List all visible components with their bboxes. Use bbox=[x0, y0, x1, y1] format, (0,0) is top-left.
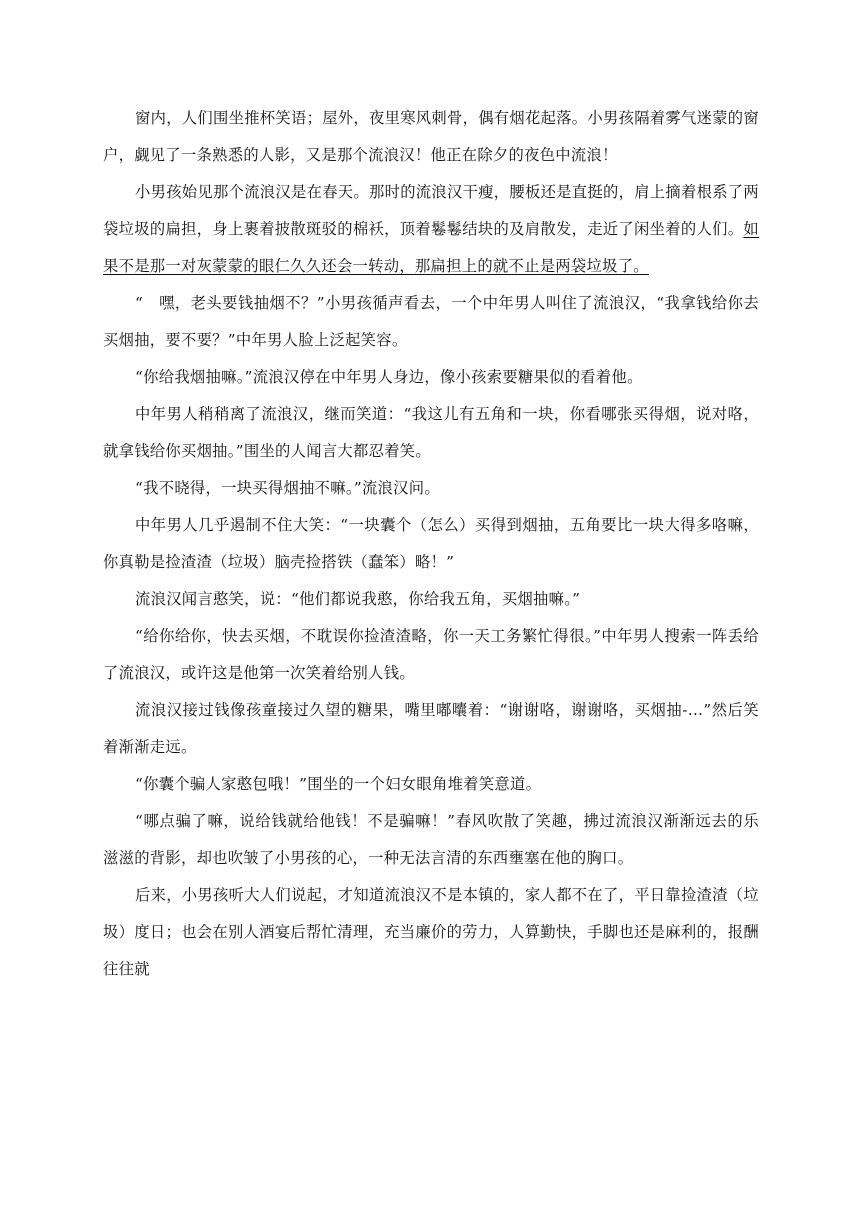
paragraph-text: “你给我烟抽嘛。”流浪汉停在中年男人身边，像小孩索要糖果似的看着他。 bbox=[135, 368, 643, 386]
paragraph-13 bbox=[103, 877, 759, 988]
paragraph-9 bbox=[103, 618, 759, 692]
paragraph-3 bbox=[103, 285, 759, 359]
paragraph-6 bbox=[103, 470, 759, 507]
paragraph-text: “你囊个骗人家憨包哦！”围坐的一个妇女眼角堆着笑意道。 bbox=[135, 775, 542, 793]
paragraph-10 bbox=[103, 692, 759, 766]
paragraph-text: “ 嘿，老头要钱抽烟不？”小男孩循声看去，一个中年男人叫住了流浪汉，“我拿钱给你去买烟抽，要不要？”中年男人脸上泛起笑容。 bbox=[103, 294, 759, 349]
underlined-sentence: 如果不是那一对灰蒙蒙的眼仁久久还会一转动，那扁担上的就不止是两袋垃圾了。 bbox=[103, 220, 759, 275]
paragraph-4 bbox=[103, 359, 759, 396]
paragraph-text: 中年男人几乎遏制不住大笑：“一块囊个（怎么）买得到烟抽，五角要比一块大得多咯嘛，你真勒是捡渣渣（垃圾）脑壳捡搭铁（蠢笨）略！” bbox=[103, 516, 759, 571]
paragraph-7 bbox=[103, 507, 759, 581]
paragraph-2 bbox=[103, 174, 759, 285]
paragraph-text: “给你给你，快去买烟，不耽误你捡渣渣略，你一天工务繁忙得很。”中年男人搜索一阵丢给了流浪汉，或许这是他第一次笑着给别人钱。 bbox=[103, 627, 759, 682]
paragraph-12 bbox=[103, 803, 759, 877]
paragraph-text: 窗内，人们围坐推杯笑语；屋外，夜里寒风刺骨，偶有烟花起落。小男孩隔着雾气迷蒙的窗户，觑见了一条熟悉的人影，又是那个流浪汉！他正在除夕的夜色中流浪！ bbox=[103, 109, 759, 164]
paragraph-5 bbox=[103, 396, 759, 470]
paragraph-text: 流浪汉接过钱像孩童接过久望的糖果，嘴里嘟囔着：“谢谢咯，谢谢咯，买烟抽-…”然后笑着渐渐走远。 bbox=[103, 701, 759, 756]
paragraph-11 bbox=[103, 766, 759, 803]
paragraph-8 bbox=[103, 581, 759, 618]
paragraph-1 bbox=[103, 100, 759, 174]
document-page bbox=[103, 100, 759, 988]
paragraph-text: “我不晓得，一块买得烟抽不嘛。”流浪汉问。 bbox=[135, 479, 440, 497]
paragraph-text: 中年男人稍稍离了流浪汉，继而笑道：“我这儿有五角和一块，你看哪张买得烟，说对咯，就拿钱给你买烟抽。”围坐的人闻言大都忍着笑。 bbox=[103, 405, 759, 460]
paragraph-text: “哪点骗了嘛，说给钱就给他钱！不是骗嘛！”春风吹散了笑趣，拂过流浪汉渐渐远去的乐滋滋的背影，却也吹皱了小男孩的心，一种无法言清的东西壅塞在他的胸口。 bbox=[103, 812, 759, 867]
paragraph-text: 后来，小男孩听大人们说起，才知道流浪汉不是本镇的，家人都不在了，平日靠捡渣渣（垃圾）度日；也会在别人酒宴后帮忙清理，充当廉价的劳力，人算勤快，手脚也还是麻利的，报酬往往就 bbox=[103, 886, 759, 978]
paragraph-text: 小男孩始见那个流浪汉是在春天。那时的流浪汉干瘦，腰板还是直挺的，肩上摘着根系了两袋垃圾的扁担，身上裹着披散斑驳的棉袄，顶着鬈鬈结块的及肩散发，走近了闲坐着的人们。 bbox=[103, 183, 759, 238]
paragraph-text: 流浪汉闻言憨笑，说：“他们都说我憨，你给我五角，买烟抽嘛。” bbox=[135, 590, 581, 608]
